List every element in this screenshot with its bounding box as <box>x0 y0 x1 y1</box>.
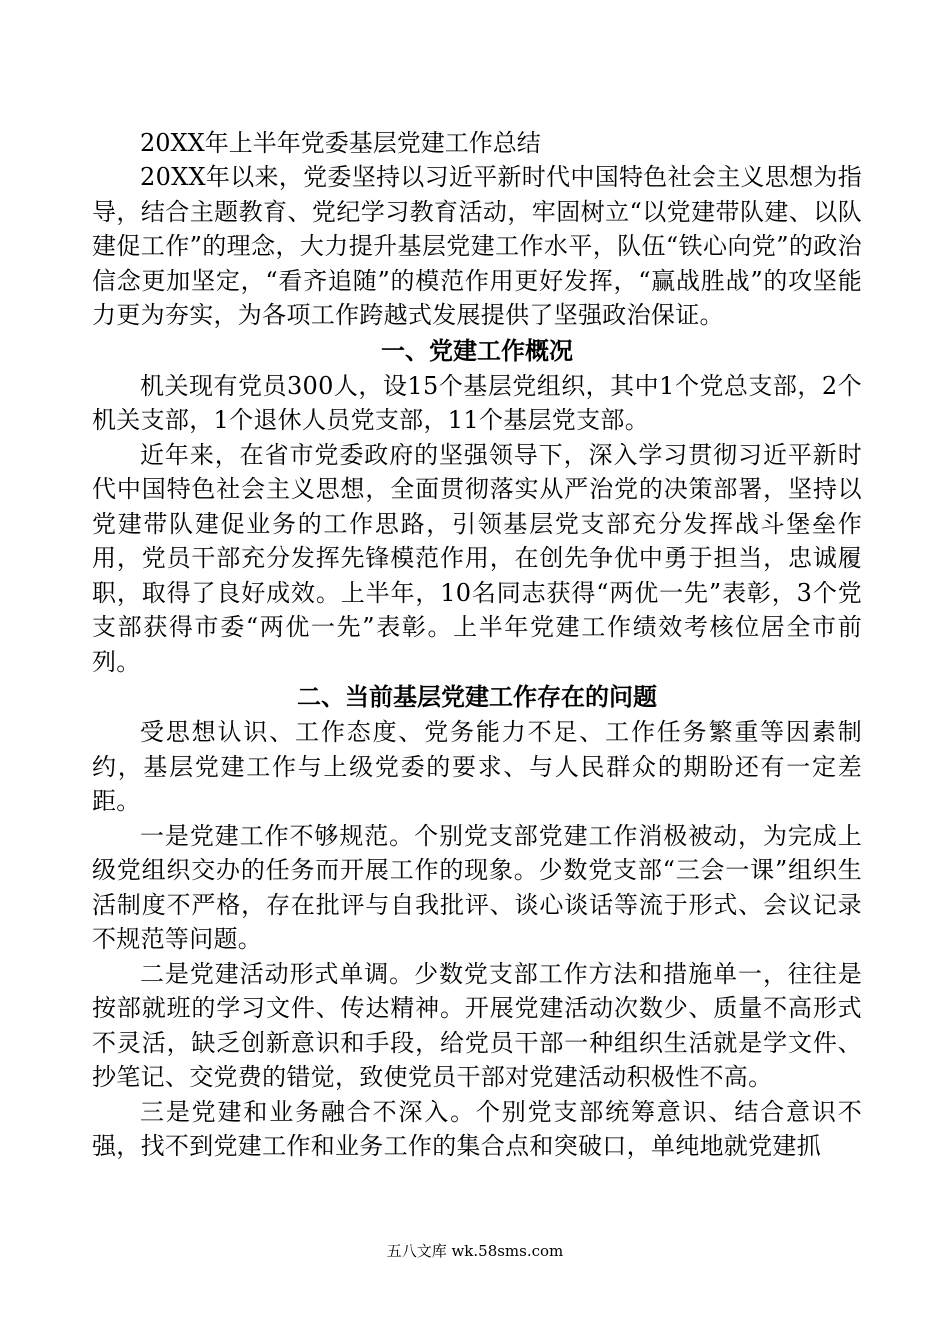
paragraph: 一是党建工作不够规范。个别党支部党建工作消极被动，为完成上级党组织交办的任务而开展工作的现象。少数党支部“三会一课”组织生活制度不严格，存在批评与自我批评、谈心谈话等流于形式、会议记录不规范等问题。 <box>92 821 862 953</box>
paragraph: 二是党建活动形式单调。少数党支部工作方法和措施单一，往往是按部就班的学习文件、传达精神。开展党建活动次数少、质量不高形式不灵活，缺乏创新意识和手段，给党员干部一种组织生活就是学文件、抄笔记、交党费的错觉，致使党员干部对党建活动积极性不高。 <box>92 959 862 1091</box>
document-title: 20XX年上半年党委基层党建工作总结 <box>140 129 541 157</box>
footer-watermark: 五八文库 wk.58sms.com <box>386 1242 564 1260</box>
section-heading-problems: 二、当前基层党建工作存在的问题 <box>297 683 657 711</box>
paragraph: 三是党建和业务融合不深入。个别党支部统筹意识、结合意识不强，找不到党建工作和业务工作的集合点和突破口，单纯地就党建抓 <box>92 1097 862 1160</box>
paragraph: 机关现有党员300人，设15个基层党组织，其中1个党总支部，2个机关支部，1个退休人员党支部，11个基层党支部。 <box>92 371 862 434</box>
paragraph: 受思想认识、工作态度、党务能力不足、工作任务繁重等因素制约，基层党建工作与上级党委的要求、与人民群众的期盼还有一定差距。 <box>92 718 862 815</box>
intro-paragraph: 20XX年以来，党委坚持以习近平新时代中国特色社会主义思想为指导，结合主题教育、党纪学习教育活动，牢固树立“以党建带队建、以队建促工作”的理念，大力提升基层党建工作水平，队伍“铁心向党”的政治信念更加坚定，“看齐追随”的模范作用更好发挥，“赢战胜战”的攻坚能力更为夯实，为各项工作跨越式发展提供了坚强政治保证。 <box>92 163 863 329</box>
document-page <box>92 126 862 1164</box>
paragraph: 近年来，在省市党委政府的坚强领导下，深入学习贯彻习近平新时代中国特色社会主义思想，全面贯彻落实从严治党的决策部署，坚持以党建带队建促业务的工作思路，引领基层党支部充分发挥战斗堡垒作用，党员干部充分发挥先锋模范作用，在创先争优中勇于担当，忠诚履职，取得了良好成效。上半年，10名同志获得“两优一先”表彰，3个党支部获得市委“两优一先”表彰。上半年党建工作绩效考核位居全市前列。 <box>92 440 862 676</box>
section-heading-overview: 一、党建工作概况 <box>381 336 573 365</box>
